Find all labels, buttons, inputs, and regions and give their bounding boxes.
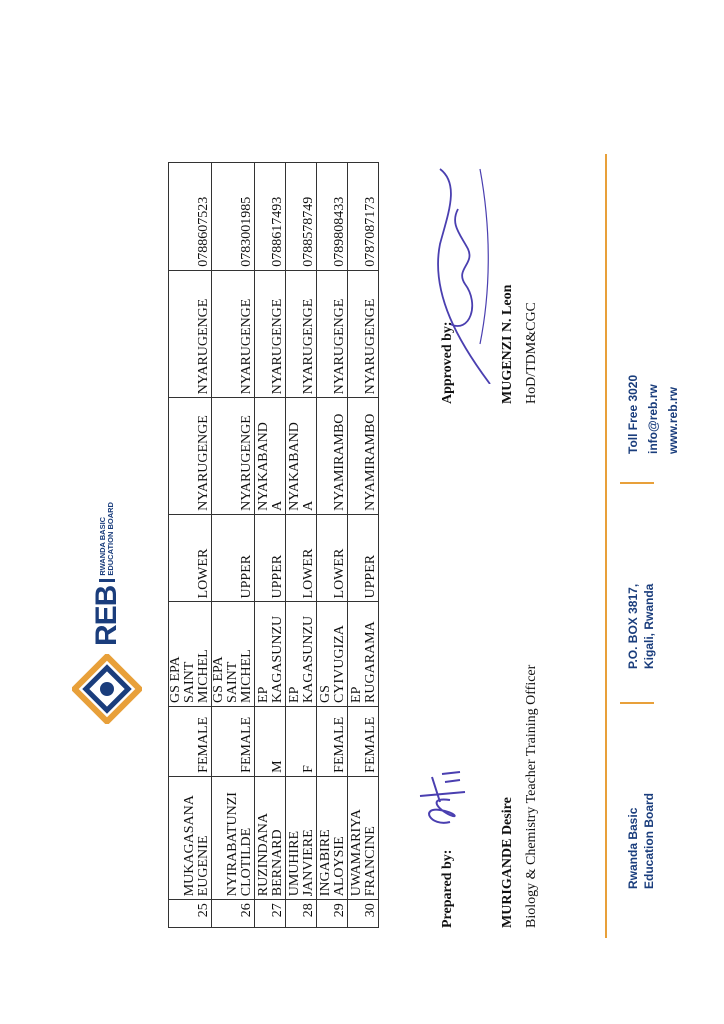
teacher-table [168,162,379,928]
level: UPPER [270,554,285,599]
phone-number: 0787087173 [363,196,378,267]
sector: A [301,500,316,511]
school-name: SAINT [225,661,240,703]
district: NYARUGENGE [196,298,211,395]
teacher-name: RUZINDANA [256,813,271,897]
teacher-name: NYIRABATUNZI [225,792,240,897]
district: NYARUGENGE [363,298,378,395]
teacher-name: EUGENIE [196,835,211,897]
school-name: EP [349,686,364,703]
teacher-table-body [169,163,379,928]
footer-separator [620,482,654,484]
school-name: MICHEL [239,649,254,703]
footer-contact [625,375,685,454]
row-number-cell [212,900,255,928]
teacher-sex-cell [212,706,255,776]
school-name-cell [317,602,348,706]
teacher-name-cell [255,776,286,899]
approved-by-label: Approved by: [440,321,455,404]
level-cell [255,514,286,602]
phone-number: 0788607523 [196,196,211,267]
district-cell [255,270,286,398]
footer-address-line1: P.O. BOX 3817, [626,583,640,669]
footer-address [625,584,657,669]
level: UPPER [239,554,254,599]
sector: NYAKABAND [256,422,271,511]
prepared-by-signature [410,762,470,832]
sector: NYARUGENGE [239,415,254,511]
teacher-name: MUKAGASANA [182,795,197,897]
row-number-cell [348,900,379,928]
footer-website-link[interactable]: www.reb.rw [666,387,680,454]
phone-number-cell [286,163,317,271]
row-number: 26 [239,903,254,918]
sector-cell [348,398,379,515]
approved-by-title: HoD/TDM&CGC [524,302,539,404]
logo-subtitle-line2: EDUCATION BOARD [106,502,115,576]
district-cell [286,270,317,398]
teacher-name: UWAMARIYA [349,809,364,897]
footer-email-link[interactable]: info@reb.rw [646,384,660,454]
sector-cell [169,398,212,515]
sector-cell [317,398,348,515]
footer-address-line2: Kigali, Rwanda [642,583,656,669]
school-name-cell [255,602,286,706]
row-number-cell [317,900,348,928]
prepared-by-name: MURIGANDE Desire [500,797,515,928]
prepared-by-label: Prepared by: [440,849,455,928]
school-name: SAINT [182,661,197,703]
level: LOWER [301,548,316,599]
phone-number: 0788578749 [301,196,316,267]
teacher-name: BERNARD [270,829,285,897]
footer-organization [625,793,657,889]
teacher-sex: FEMALE [196,716,211,773]
row-number: 29 [332,903,347,918]
sector: NYAMIRAMBO [332,413,347,511]
row-number: 25 [196,903,211,918]
phone-number-cell [317,163,348,271]
row-number-cell [255,900,286,928]
level-cell [169,514,212,602]
level-cell [286,514,317,602]
teacher-sex-cell [317,706,348,776]
sector: NYARUGENGE [196,415,211,511]
sector-cell [212,398,255,515]
school-name-cell [169,602,212,706]
footer-org-line1: Rwanda Basic [626,807,640,889]
teacher-sex: F [301,765,316,773]
teacher-sex: FEMALE [332,716,347,773]
teacher-sex-cell [255,706,286,776]
row-number-cell [169,900,212,928]
phone-number-cell [348,163,379,271]
phone-number-cell [169,163,212,271]
teacher-sex: FEMALE [363,716,378,773]
logo-subtitle-line1: RWANDA BASIC [98,516,107,576]
teacher-sex-cell [348,706,379,776]
district: NYARUGENGE [270,298,285,395]
level-cell [212,514,255,602]
level-cell [348,514,379,602]
school-name-cell [348,602,379,706]
level: LOWER [196,548,211,599]
row-number: 28 [301,903,316,918]
school-name: EP [287,686,302,703]
teacher-name: ALOYSIE [332,836,347,897]
level: UPPER [363,554,378,599]
phone-number: 0788617493 [270,196,285,267]
level-cell [317,514,348,602]
level: LOWER [332,548,347,599]
teacher-name-cell [169,776,212,899]
teacher-name: FRANCINE [363,826,378,897]
sector: A [270,500,285,511]
prepared-by-title: Biology & Chemistry Teacher Training Officer [524,664,539,928]
teacher-sex: M [270,760,285,773]
teacher-name-cell [348,776,379,899]
school-name: EP [256,686,271,703]
school-name: GS [318,685,333,703]
district: NYARUGENGE [332,298,347,395]
row-number: 30 [363,903,378,918]
district-cell [317,270,348,398]
row-number: 27 [270,903,285,918]
table-row [317,163,348,928]
table-row [169,163,212,928]
sector-cell [255,398,286,515]
school-name: GS EPA [211,656,226,703]
table-row [286,163,317,928]
teacher-name-cell [286,776,317,899]
row-number-cell [286,900,317,928]
reb-logo [72,502,142,724]
sector-cell [286,398,317,515]
district: NYARUGENGE [239,298,254,395]
footer-org-line2: Education Board [642,792,656,889]
approved-by-signature [420,164,500,384]
footer-separator [620,702,654,704]
logo-subtitle [99,502,115,582]
teacher-sex-cell [169,706,212,776]
teacher-name: UMUHIRE [287,830,302,897]
teacher-sex-cell [286,706,317,776]
district-cell [212,270,255,398]
footer-tollfree: Toll Free 3020 [626,374,640,454]
table-row [255,163,286,928]
phone-number: 0789808433 [332,196,347,267]
school-name: KAGASUNZU [301,615,316,703]
teacher-name-cell [317,776,348,899]
sector: NYAKABAND [287,422,302,511]
district: NYARUGENGE [301,298,316,395]
approved-by-name: MUGENZI N. Leon [500,284,515,404]
school-name: KAGASUNZU [270,615,285,703]
footer-divider [605,154,607,938]
logo-brand-text: REB [90,585,123,646]
teacher-name-cell [212,776,255,899]
school-name-cell [212,602,255,706]
school-name: GS EPA [168,656,183,703]
school-name: CYIVUGIZA [332,625,347,703]
table-row [212,163,255,928]
district-cell [348,270,379,398]
teacher-name: CLOTILDE [239,827,254,897]
district-cell [169,270,212,398]
table-row [348,163,379,928]
phone-number-cell [255,163,286,271]
reb-emblem-icon [72,654,142,724]
phone-number-cell [212,163,255,271]
teacher-sex: FEMALE [239,716,254,773]
school-name: MICHEL [196,649,211,703]
sector: NYAMIRAMBO [363,413,378,511]
school-name-cell [286,602,317,706]
school-name: RUGARAMA [363,621,378,703]
phone-number: 0783001985 [239,196,254,267]
teacher-name: JANVIERE [301,829,316,897]
teacher-name: INGABIRE [318,829,333,897]
